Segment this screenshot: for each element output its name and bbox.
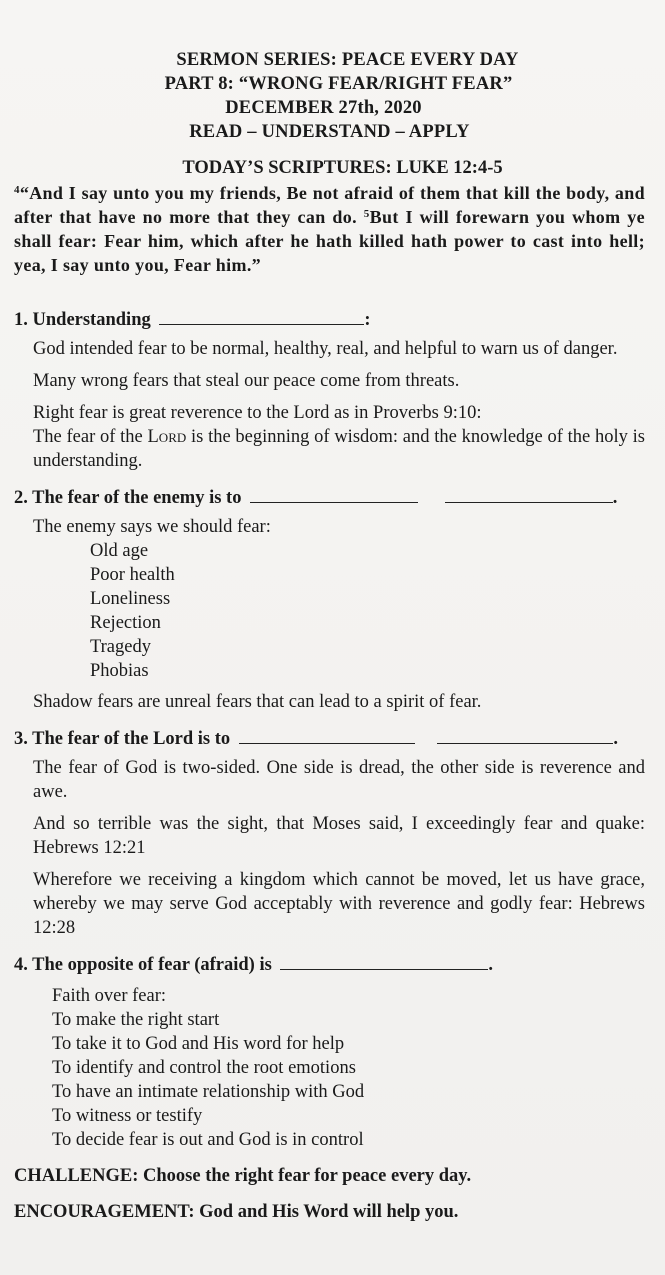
- paragraph: God intended fear to be normal, healthy, real, and helpful to warn us of danger.: [33, 339, 618, 359]
- section-2-heading: [14, 486, 645, 510]
- section-4-heading-text: 4. The opposite of fear (afraid) is: [14, 955, 272, 975]
- lord-small-caps: Lord: [147, 427, 187, 447]
- section-1-heading-text: 1. Understanding: [14, 310, 151, 330]
- section-2-closing: [14, 690, 645, 714]
- verse-4: “And I say unto you my friends, Be not afraid of them that kill the body, and after that have no more that they can do.: [14, 183, 645, 227]
- list-item: To make the right start: [52, 1010, 220, 1030]
- heading-punct: .: [612, 488, 618, 508]
- list-item: Faith over fear:: [52, 986, 167, 1006]
- fill-in-blank[interactable]: [239, 727, 415, 744]
- fill-in-blank[interactable]: [280, 953, 488, 970]
- list-item: Old age: [90, 541, 149, 561]
- section-3-heading: [14, 727, 645, 751]
- quote-text: is the beginning of wisdom: and the knowledge of the holy is understanding.: [33, 427, 645, 471]
- motto: READ – UNDERSTAND – APPLY: [189, 122, 470, 142]
- section-2-body: [14, 515, 645, 539]
- part-title: PART 8: “WRONG FEAR/RIGHT FEAR”: [164, 74, 513, 94]
- proverb-quote: [33, 425, 645, 473]
- verse-number-4: 4: [14, 184, 20, 196]
- opposite-of-fear-list: [14, 984, 645, 1152]
- heading-punct: .: [613, 729, 619, 749]
- scripture-text: [14, 181, 645, 277]
- list-item: Rejection: [90, 613, 161, 633]
- sermon-date: DECEMBER 27th, 2020: [225, 98, 422, 118]
- list-item: To have an intimate relationship with God: [52, 1082, 365, 1102]
- section-3-body: [14, 756, 645, 940]
- fill-in-blank[interactable]: [159, 308, 364, 325]
- section-2-heading-text: 2. The fear of the enemy is to: [14, 488, 242, 508]
- paragraph: Many wrong fears that steal our peace come from threats.: [33, 371, 460, 391]
- paragraph: Shadow fears are unreal fears that can lead to a spirit of fear.: [33, 692, 482, 712]
- paragraph: And so terrible was the sight, that Moses said, I exceedingly fear and quake: Hebrews 12:21: [33, 814, 645, 858]
- list-item: Phobias: [90, 661, 149, 681]
- paragraph: The enemy says we should fear:: [33, 517, 271, 537]
- enemy-fears-list: [14, 539, 645, 683]
- section-1-heading: [14, 308, 645, 332]
- section-4-heading: [14, 953, 645, 977]
- list-item: To witness or testify: [52, 1106, 203, 1126]
- series-title: SERMON SERIES: PEACE EVERY DAY: [176, 50, 519, 70]
- list-item: To identify and control the root emotions: [52, 1058, 356, 1078]
- heading-punct: :: [364, 310, 371, 330]
- quote-text: The fear of the: [33, 427, 148, 447]
- verse-5: But I will forewarn you whom ye shall fear: Fear him, which after he hath killed hath power to cast into hell; yea, I say unto you, Fear him.”: [14, 207, 645, 275]
- header: [14, 48, 645, 144]
- paragraph: Right fear is great reverence to the Lord as in Proverbs 9:10:: [33, 403, 482, 423]
- list-item: Loneliness: [90, 589, 171, 609]
- paragraph: Wherefore we receiving a kingdom which cannot be moved, let us have grace, whereby we may serve God acceptably with reverence and godly fear: Hebrews 12:28: [33, 870, 645, 938]
- fill-in-blank[interactable]: [445, 486, 613, 503]
- challenge: CHALLENGE: Choose the right fear for peace every day.: [14, 1166, 472, 1186]
- fill-in-blank[interactable]: [437, 727, 613, 744]
- section-1-body: [14, 337, 645, 473]
- verse-number-5: 5: [363, 208, 370, 220]
- encouragement: ENCOURAGEMENT: God and His Word will help you.: [14, 1202, 459, 1222]
- heading-punct: .: [488, 955, 494, 975]
- scripture-title: TODAY’S SCRIPTURES: LUKE 12:4-5: [182, 158, 503, 178]
- list-item: Poor health: [90, 565, 175, 585]
- list-item: To take it to God and His word for help: [52, 1034, 345, 1054]
- paragraph: The fear of God is two-sided. One side is dread, the other side is reverence and awe.: [33, 758, 645, 802]
- section-3-heading-text: 3. The fear of the Lord is to: [14, 729, 231, 749]
- list-item: To decide fear is out and God is in control: [52, 1130, 364, 1150]
- fill-in-blank[interactable]: [250, 486, 418, 503]
- list-item: Tragedy: [90, 637, 151, 657]
